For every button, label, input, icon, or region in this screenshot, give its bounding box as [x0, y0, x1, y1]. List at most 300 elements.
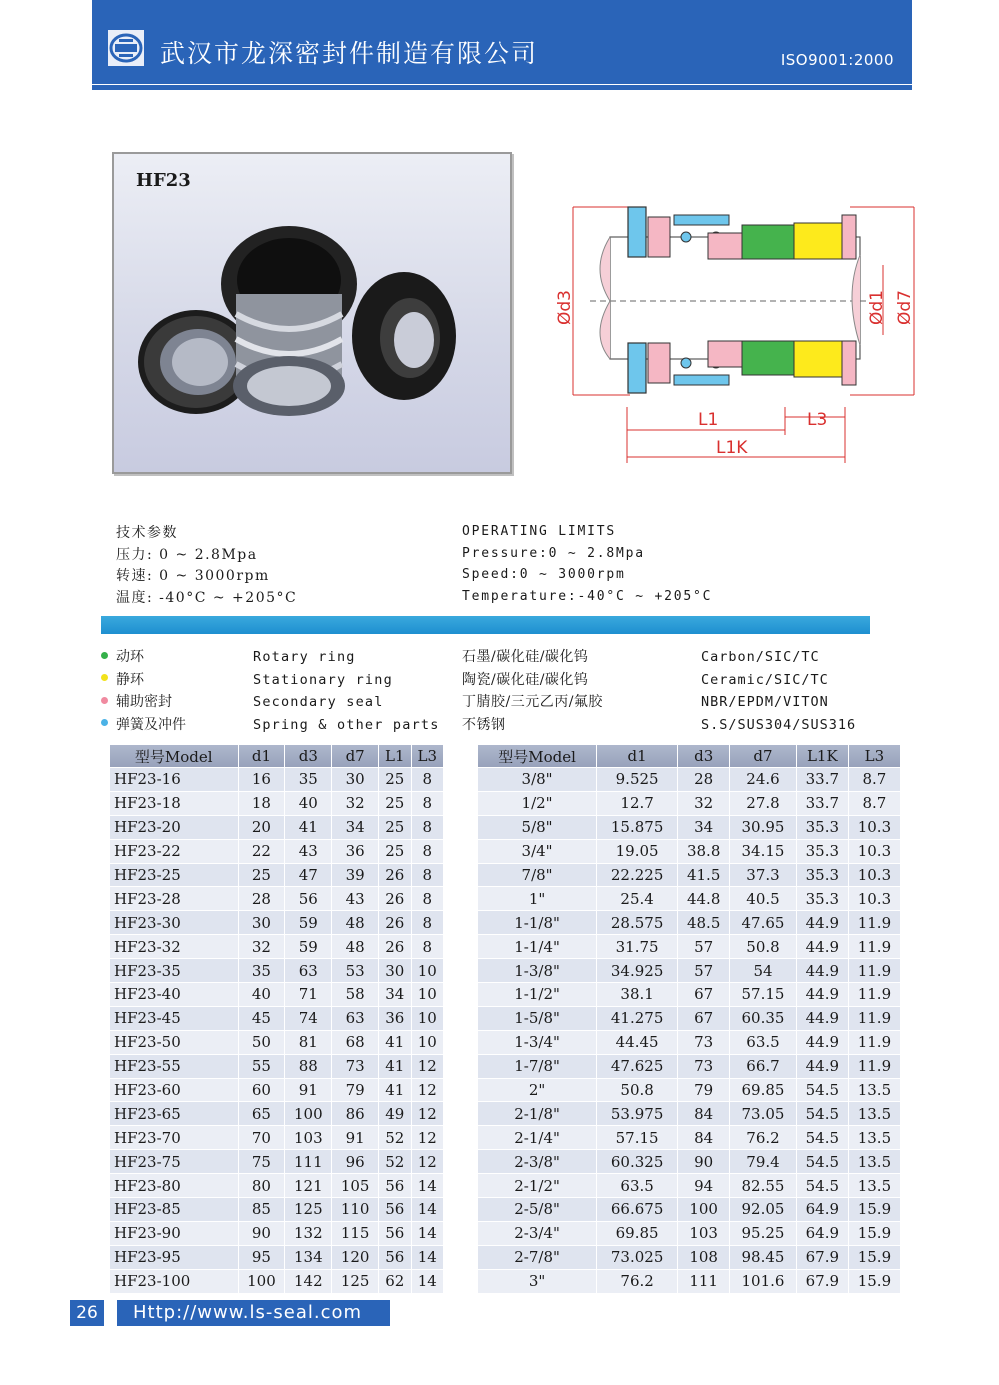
column-header: 型号Model [110, 745, 239, 767]
table-cell: 32 [239, 934, 286, 958]
table-cell: 41.5 [678, 863, 730, 887]
table-cell: 91 [332, 1125, 379, 1149]
table-cell: 8 [412, 910, 444, 934]
table-row [110, 886, 444, 910]
table-cell: 50.8 [730, 934, 797, 958]
table-row [478, 1149, 901, 1173]
table-row [110, 1078, 444, 1102]
website-link[interactable]: Http://www.ls-seal.com [117, 1300, 390, 1326]
table-cell: 25 [379, 815, 411, 839]
table-cell: 30 [239, 910, 286, 934]
table-cell: 65 [239, 1101, 286, 1125]
green-dot-icon [101, 652, 108, 659]
column-header: L3 [412, 745, 444, 767]
table-cell: 25 [379, 767, 411, 791]
dim-d7-label: Ød7 [895, 290, 915, 325]
table-row [110, 1101, 444, 1125]
table-row [110, 839, 444, 863]
table-cell: 100 [239, 1269, 286, 1293]
iso-certification: ISO9001:2000 [780, 51, 894, 69]
table-cell: 11.9 [849, 1006, 901, 1030]
table-cell: 47.65 [730, 910, 797, 934]
table-cell: 85 [239, 1197, 286, 1221]
table-cell: 111 [285, 1149, 332, 1173]
table-cell: 95.25 [730, 1221, 797, 1245]
table-cell: 34 [379, 982, 411, 1006]
table-cell: 76.2 [597, 1269, 678, 1293]
table-cell: 91 [285, 1078, 332, 1102]
legend-material-cn: 丁腈胶/三元乙丙/氟胶 [462, 694, 603, 710]
table-cell: 62 [379, 1269, 411, 1293]
table-cell: 49 [379, 1101, 411, 1125]
table-cell: 26 [379, 863, 411, 887]
table-cell: 10.3 [849, 815, 901, 839]
table-cell: 33.7 [797, 767, 849, 791]
table-cell: 34 [678, 815, 730, 839]
legend-material-en: Ceramic/SIC/TC [701, 671, 829, 688]
table-cell: 70 [239, 1125, 286, 1149]
table-cell: 9.525 [597, 767, 678, 791]
table-cell: 71 [285, 982, 332, 1006]
table-cell: 64.9 [797, 1221, 849, 1245]
table-row [478, 1125, 901, 1149]
model-cell: 2-1/2" [478, 1173, 597, 1197]
table-cell: 36 [332, 839, 379, 863]
model-cell: 1-3/4" [478, 1030, 597, 1054]
model-cell: HF23-100 [110, 1269, 239, 1293]
table-cell: 56 [379, 1173, 411, 1197]
model-cell: HF23-85 [110, 1197, 239, 1221]
table-cell: 12.7 [597, 791, 678, 815]
table-cell: 81 [285, 1030, 332, 1054]
table-cell: 11.9 [849, 1030, 901, 1054]
table-cell: 12 [412, 1078, 444, 1102]
table-cell: 38.8 [678, 839, 730, 863]
table-cell: 54.5 [797, 1125, 849, 1149]
table-cell: 94 [678, 1173, 730, 1197]
table-cell: 79.4 [730, 1149, 797, 1173]
table-row [478, 1197, 901, 1221]
dim-l3-label: L3 [807, 410, 828, 430]
table-cell: 60.325 [597, 1149, 678, 1173]
legend-material-en: Carbon/SIC/TC [701, 649, 820, 665]
table-cell: 69.85 [730, 1078, 797, 1102]
table-cell: 14 [412, 1245, 444, 1269]
table-row [478, 839, 901, 863]
table-cell: 8 [412, 791, 444, 815]
table-cell: 73 [678, 1054, 730, 1078]
table-cell: 10.3 [849, 886, 901, 910]
table-cell: 125 [285, 1197, 332, 1221]
specs-cn-title: 技术参数 [116, 525, 178, 541]
table-cell: 41 [379, 1030, 411, 1054]
table-cell: 125 [332, 1269, 379, 1293]
table-cell: 69.85 [597, 1221, 678, 1245]
model-cell: 1-1/2" [478, 982, 597, 1006]
table-row [110, 958, 444, 982]
table-cell: 57 [678, 958, 730, 982]
model-cell: HF23-30 [110, 910, 239, 934]
table-cell: 44.9 [797, 1030, 849, 1054]
dim-d1-label: Ød1 [867, 290, 887, 325]
table-cell: 10 [412, 1006, 444, 1030]
table-cell: 54.5 [797, 1101, 849, 1125]
model-cell: HF23-22 [110, 839, 239, 863]
table-cell: 24.6 [730, 767, 797, 791]
table-row [110, 1149, 444, 1173]
table-cell: 35.3 [797, 886, 849, 910]
table-row [110, 791, 444, 815]
model-cell: 1-1/8" [478, 910, 597, 934]
table-row [110, 1245, 444, 1269]
table-cell: 75 [239, 1149, 286, 1173]
table-cell: 43 [332, 886, 379, 910]
table-cell: 53 [332, 958, 379, 982]
model-cell: 1/2" [478, 791, 597, 815]
legend-cn-label: 静环 [116, 671, 144, 688]
table-cell: 32 [678, 791, 730, 815]
table-cell: 32 [332, 791, 379, 815]
table-cell: 20 [239, 815, 286, 839]
table-cell: 14 [412, 1173, 444, 1197]
legend-en-label: Stationary ring [253, 671, 393, 688]
table-cell: 25.4 [597, 886, 678, 910]
column-header: 型号Model [478, 745, 597, 767]
table-cell: 35 [239, 958, 286, 982]
table-row [110, 1006, 444, 1030]
model-cell: 5/8" [478, 815, 597, 839]
specs-english [462, 521, 712, 607]
table-cell: 63.5 [730, 1030, 797, 1054]
table-cell: 50 [239, 1030, 286, 1054]
table-cell: 12 [412, 1054, 444, 1078]
table-cell: 48 [332, 910, 379, 934]
table-row [478, 1269, 901, 1293]
table-cell: 19.05 [597, 839, 678, 863]
table-cell: 45 [239, 1006, 286, 1030]
model-cell: 2-3/8" [478, 1149, 597, 1173]
column-header: d1 [239, 745, 286, 767]
table-cell: 59 [285, 910, 332, 934]
table-cell: 34.925 [597, 958, 678, 982]
table-cell: 14 [412, 1197, 444, 1221]
table-cell: 67 [678, 982, 730, 1006]
table-cell: 100 [678, 1197, 730, 1221]
legend-item [101, 646, 186, 669]
table-cell: 57.15 [730, 982, 797, 1006]
table-cell: 35.3 [797, 839, 849, 863]
yellow-dot-icon [101, 674, 108, 681]
table-cell: 100 [285, 1101, 332, 1125]
table-cell: 41.275 [597, 1006, 678, 1030]
table-cell: 67 [678, 1006, 730, 1030]
table-cell: 88 [285, 1054, 332, 1078]
model-cell: HF23-32 [110, 934, 239, 958]
company-name: 武汉市龙深密封件制造有限公司 [160, 39, 539, 68]
table-cell: 54.5 [797, 1078, 849, 1102]
table-cell: 11.9 [849, 958, 901, 982]
table-cell: 28 [239, 886, 286, 910]
table-cell: 8.7 [849, 791, 901, 815]
inch-dimensions-table [478, 745, 901, 1293]
specs-en-speed: Speed:0 ~ 3000rpm [462, 567, 626, 582]
table-row [478, 863, 901, 887]
table-cell: 13.5 [849, 1149, 901, 1173]
table-cell: 35.3 [797, 815, 849, 839]
table-cell: 8 [412, 767, 444, 791]
table-cell: 108 [678, 1245, 730, 1269]
table-cell: 11.9 [849, 934, 901, 958]
table-cell: 92.05 [730, 1197, 797, 1221]
table-cell: 74 [285, 1006, 332, 1030]
table-cell: 96 [332, 1149, 379, 1173]
table-row [478, 982, 901, 1006]
table-cell: 8 [412, 934, 444, 958]
model-cell: 3/4" [478, 839, 597, 863]
legend-materials-en [701, 646, 856, 736]
table-cell: 60.35 [730, 1006, 797, 1030]
table-row [110, 910, 444, 934]
specs-en-temperature: Temperature:-40°C ~ +205°C [462, 588, 713, 604]
model-cell: HF23-95 [110, 1245, 239, 1269]
legend-item [101, 669, 186, 692]
model-cell: HF23-40 [110, 982, 239, 1006]
table-cell: 44.45 [597, 1030, 678, 1054]
table-row [110, 863, 444, 887]
table-cell: 59 [285, 934, 332, 958]
table-cell: 47.625 [597, 1054, 678, 1078]
table-cell: 52 [379, 1149, 411, 1173]
specs-cn-pressure: 压力: 0 ~ 2.8Mpa [116, 546, 258, 563]
page-number: 26 [70, 1300, 104, 1326]
legend-cn-label: 动环 [116, 649, 144, 665]
table-cell: 120 [332, 1245, 379, 1269]
table-cell: 44.9 [797, 1054, 849, 1078]
table-cell: 55 [239, 1054, 286, 1078]
specs-cn-temperature: 温度: -40°C ~ +205°C [116, 589, 298, 606]
table-cell: 43 [285, 839, 332, 863]
table-cell: 53.975 [597, 1101, 678, 1125]
table-cell: 35.3 [797, 863, 849, 887]
legend-en-label: Rotary ring [253, 649, 356, 665]
table-cell: 18 [239, 791, 286, 815]
legend-part-names-cn [101, 646, 186, 736]
table-cell: 8 [412, 815, 444, 839]
table-cell: 14 [412, 1269, 444, 1293]
table-row [478, 1173, 901, 1197]
specs-en-pressure: Pressure:0 ~ 2.8Mpa [462, 545, 645, 561]
column-header: d3 [285, 745, 332, 767]
model-cell: 1-7/8" [478, 1054, 597, 1078]
table-cell: 37.3 [730, 863, 797, 887]
column-header: L1 [379, 745, 411, 767]
model-cell: 2-1/4" [478, 1125, 597, 1149]
table-cell: 66.7 [730, 1054, 797, 1078]
table-cell: 13.5 [849, 1078, 901, 1102]
table-cell: 84 [678, 1125, 730, 1149]
table-cell: 14 [412, 1221, 444, 1245]
model-cell: HF23-18 [110, 791, 239, 815]
column-header: d7 [332, 745, 379, 767]
header-rule [92, 85, 912, 90]
column-header: L3 [849, 745, 901, 767]
table-cell: 101.6 [730, 1269, 797, 1293]
model-cell: HF23-80 [110, 1173, 239, 1197]
table-cell: 15.9 [849, 1245, 901, 1269]
table-cell: 105 [332, 1173, 379, 1197]
table-cell: 8 [412, 839, 444, 863]
table-cell: 121 [285, 1173, 332, 1197]
table-cell: 16 [239, 767, 286, 791]
table-cell: 30 [379, 958, 411, 982]
table-cell: 79 [332, 1078, 379, 1102]
table-cell: 11.9 [849, 910, 901, 934]
pink-dot-icon [101, 697, 108, 704]
table-cell: 63 [285, 958, 332, 982]
table-cell: 26 [379, 910, 411, 934]
table-cell: 28.575 [597, 910, 678, 934]
table-cell: 110 [332, 1197, 379, 1221]
model-cell: HF23-20 [110, 815, 239, 839]
table-cell: 95 [239, 1245, 286, 1269]
table-cell: 73 [678, 1030, 730, 1054]
model-cell: HF23-45 [110, 1006, 239, 1030]
table-cell: 8 [412, 863, 444, 887]
table-cell: 63 [332, 1006, 379, 1030]
table-cell: 47 [285, 863, 332, 887]
table-cell: 26 [379, 886, 411, 910]
table-row [110, 767, 444, 791]
table-cell: 31.75 [597, 934, 678, 958]
table-row [478, 1101, 901, 1125]
table-cell: 12 [412, 1125, 444, 1149]
specs-cn-speed: 转速: 0 ~ 3000rpm [116, 568, 270, 584]
table-cell: 56 [285, 886, 332, 910]
table-cell: 60 [239, 1078, 286, 1102]
table-row [478, 1006, 901, 1030]
table-cell: 38.1 [597, 982, 678, 1006]
table-cell: 86 [332, 1101, 379, 1125]
table-cell: 40 [285, 791, 332, 815]
legend-materials-cn [462, 646, 603, 736]
model-cell: HF23-55 [110, 1054, 239, 1078]
table-row [110, 1269, 444, 1293]
column-header: d1 [597, 745, 678, 767]
table-cell: 26 [379, 934, 411, 958]
model-cell: 7/8" [478, 863, 597, 887]
table-cell: 40 [239, 982, 286, 1006]
table-cell: 15.9 [849, 1221, 901, 1245]
table-cell: 64.9 [797, 1197, 849, 1221]
table-cell: 10.3 [849, 839, 901, 863]
specs-chinese [116, 523, 297, 609]
table-cell: 44.9 [797, 958, 849, 982]
dim-l1-label: L1 [698, 410, 719, 430]
table-row [478, 1030, 901, 1054]
table-row [110, 1197, 444, 1221]
model-cell: HF23-28 [110, 886, 239, 910]
table-cell: 15.9 [849, 1197, 901, 1221]
table-cell: 103 [285, 1125, 332, 1149]
metric-dimensions-table [110, 745, 444, 1293]
table-cell: 25 [379, 791, 411, 815]
table-cell: 54.5 [797, 1173, 849, 1197]
model-cell: 1" [478, 886, 597, 910]
table-cell: 142 [285, 1269, 332, 1293]
table-cell: 40.5 [730, 886, 797, 910]
table-cell: 56 [379, 1221, 411, 1245]
table-cell: 11.9 [849, 1054, 901, 1078]
model-cell: 1-3/8" [478, 958, 597, 982]
column-header: L1K [797, 745, 849, 767]
table-row [478, 1245, 901, 1269]
table-cell: 34.15 [730, 839, 797, 863]
table-cell: 13.5 [849, 1125, 901, 1149]
model-cell: HF23-60 [110, 1078, 239, 1102]
model-cell: HF23-50 [110, 1030, 239, 1054]
company-logo-icon [108, 30, 144, 66]
table-row [478, 815, 901, 839]
table-row [478, 1221, 901, 1245]
model-cell: 3/8" [478, 767, 597, 791]
table-cell: 13.5 [849, 1101, 901, 1125]
dim-l1k-label: L1K [716, 438, 748, 458]
table-cell: 90 [239, 1221, 286, 1245]
legend-item [101, 714, 186, 737]
model-cell: HF23-16 [110, 767, 239, 791]
table-cell: 10.3 [849, 863, 901, 887]
table-cell: 39 [332, 863, 379, 887]
table-cell: 52 [379, 1125, 411, 1149]
table-cell: 15.9 [849, 1269, 901, 1293]
model-cell: HF23-90 [110, 1221, 239, 1245]
model-cell: HF23-75 [110, 1149, 239, 1173]
table-cell: 30 [332, 767, 379, 791]
table-cell: 57 [678, 934, 730, 958]
legend-cn-label: 弹簧及冲件 [116, 716, 186, 733]
model-cell: HF23-65 [110, 1101, 239, 1125]
table-cell: 76.2 [730, 1125, 797, 1149]
table-cell: 10 [412, 982, 444, 1006]
legend-material-cn: 不锈钢 [462, 716, 506, 733]
model-cell: HF23-25 [110, 863, 239, 887]
legend-item [101, 691, 186, 714]
table-cell: 22.225 [597, 863, 678, 887]
table-cell: 115 [332, 1221, 379, 1245]
table-cell: 67.9 [797, 1269, 849, 1293]
table-row [478, 1054, 901, 1078]
model-cell: 2-7/8" [478, 1245, 597, 1269]
table-cell: 48 [332, 934, 379, 958]
legend-en-label: Spring & other parts [253, 716, 440, 733]
table-cell: 44.9 [797, 910, 849, 934]
table-cell: 90 [678, 1149, 730, 1173]
table-cell: 79 [678, 1078, 730, 1102]
table-cell: 44.9 [797, 1006, 849, 1030]
table-cell: 30.95 [730, 815, 797, 839]
table-cell: 8.7 [849, 767, 901, 791]
dim-d3-label: Ød3 [555, 290, 575, 325]
table-row [110, 1125, 444, 1149]
legend-part-names-en [253, 646, 440, 736]
table-cell: 8 [412, 886, 444, 910]
table-cell: 41 [379, 1078, 411, 1102]
table-row [478, 910, 901, 934]
table-cell: 84 [678, 1101, 730, 1125]
legend-material-en: NBR/EPDM/VITON [701, 694, 829, 710]
seal-photo-image [114, 154, 510, 472]
table-cell: 34 [332, 815, 379, 839]
